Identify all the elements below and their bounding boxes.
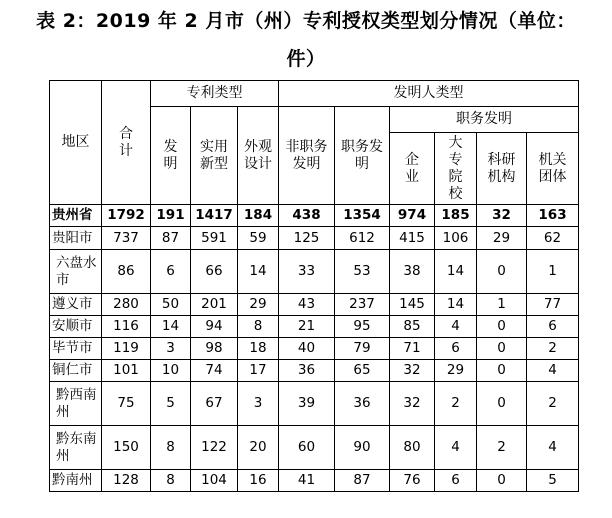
utility-cell: 122: [191, 426, 238, 470]
enterprise-cell: 32: [390, 360, 435, 382]
invention-cell: 14: [151, 316, 191, 338]
service-cell: 1354: [335, 205, 390, 227]
total-cell: 150: [102, 426, 151, 470]
non-service-cell: 40: [279, 338, 335, 360]
design-cell: 59: [238, 227, 279, 250]
research-cell: 1: [477, 294, 527, 316]
total-cell: 101: [102, 360, 151, 382]
region-cell: 贵阳市: [50, 227, 102, 250]
table-row: [50, 294, 579, 316]
invention-cell: 8: [151, 426, 191, 470]
design-cell: 8: [238, 316, 279, 338]
organization-cell: 6: [527, 316, 579, 338]
college-cell: 29: [435, 360, 477, 382]
header-total: 合计: [102, 81, 151, 205]
enterprise-cell: 76: [390, 470, 435, 492]
service-cell: 36: [335, 382, 390, 426]
region-cell: 铜仁市: [50, 360, 102, 382]
college-cell: 6: [435, 338, 477, 360]
total-cell: 75: [102, 382, 151, 426]
header-utility-model: 实用新型: [191, 107, 238, 205]
table-row: [50, 250, 579, 294]
header-inventor-type: 发明人类型: [279, 81, 579, 107]
header-research: 科研机构: [477, 133, 527, 205]
research-cell: 0: [477, 250, 527, 294]
organization-cell: 4: [527, 426, 579, 470]
college-cell: 14: [435, 294, 477, 316]
organization-cell: 1: [527, 250, 579, 294]
table-row: [50, 360, 579, 382]
non-service-cell: 43: [279, 294, 335, 316]
college-cell: 4: [435, 316, 477, 338]
table-row: [50, 426, 579, 470]
design-cell: 16: [238, 470, 279, 492]
table-title-continued: 件）: [286, 48, 326, 70]
region-cell: 黔南州: [50, 470, 102, 492]
header-invention: 发明: [151, 107, 191, 205]
region-cell: 安顺市: [50, 316, 102, 338]
college-cell: 2: [435, 382, 477, 426]
region-cell: 黔东南州: [50, 426, 102, 470]
service-cell: 90: [335, 426, 390, 470]
invention-cell: 50: [151, 294, 191, 316]
table-title: 表 2：2019 年 2 月市（州）专利授权类型划分情况（单位：: [36, 10, 576, 32]
total-cell: 119: [102, 338, 151, 360]
design-cell: 184: [238, 205, 279, 227]
service-cell: 65: [335, 360, 390, 382]
utility-cell: 104: [191, 470, 238, 492]
utility-cell: 66: [191, 250, 238, 294]
total-cell: 280: [102, 294, 151, 316]
service-cell: 612: [335, 227, 390, 250]
research-cell: 29: [477, 227, 527, 250]
design-cell: 14: [238, 250, 279, 294]
service-cell: 53: [335, 250, 390, 294]
non-service-cell: 39: [279, 382, 335, 426]
invention-cell: 3: [151, 338, 191, 360]
header-service-group: 职务发明: [390, 107, 579, 133]
header-non-service: 非职务发明: [279, 107, 335, 205]
table-row: [50, 470, 579, 492]
design-cell: 17: [238, 360, 279, 382]
research-cell: 0: [477, 470, 527, 492]
invention-cell: 191: [151, 205, 191, 227]
total-cell: 86: [102, 250, 151, 294]
service-cell: 95: [335, 316, 390, 338]
enterprise-cell: 145: [390, 294, 435, 316]
organization-cell: 163: [527, 205, 579, 227]
total-cell: 116: [102, 316, 151, 338]
header-service: 职务发明: [335, 107, 390, 205]
college-cell: 106: [435, 227, 477, 250]
table-row: [50, 227, 579, 250]
region-cell: 贵州省: [50, 205, 102, 227]
organization-cell: 4: [527, 360, 579, 382]
college-cell: 185: [435, 205, 477, 227]
invention-cell: 5: [151, 382, 191, 426]
non-service-cell: 438: [279, 205, 335, 227]
design-cell: 3: [238, 382, 279, 426]
enterprise-cell: 85: [390, 316, 435, 338]
region-cell: 遵义市: [50, 294, 102, 316]
organization-cell: 2: [527, 382, 579, 426]
non-service-cell: 125: [279, 227, 335, 250]
non-service-cell: 60: [279, 426, 335, 470]
organization-cell: 77: [527, 294, 579, 316]
patent-table: [49, 80, 579, 492]
total-cell: 737: [102, 227, 151, 250]
research-cell: 0: [477, 382, 527, 426]
research-cell: 0: [477, 360, 527, 382]
invention-cell: 10: [151, 360, 191, 382]
non-service-cell: 36: [279, 360, 335, 382]
research-cell: 0: [477, 316, 527, 338]
organization-cell: 62: [527, 227, 579, 250]
total-cell: 128: [102, 470, 151, 492]
header-enterprise: 企业: [390, 133, 435, 205]
header-region: 地区: [50, 81, 102, 205]
header-college: 大专院校: [435, 133, 477, 205]
utility-cell: 1417: [191, 205, 238, 227]
college-cell: 6: [435, 470, 477, 492]
service-cell: 79: [335, 338, 390, 360]
header-design: 外观设计: [238, 107, 279, 205]
utility-cell: 591: [191, 227, 238, 250]
enterprise-cell: 415: [390, 227, 435, 250]
design-cell: 20: [238, 426, 279, 470]
table-row: [50, 382, 579, 426]
service-cell: 87: [335, 470, 390, 492]
college-cell: 4: [435, 426, 477, 470]
header-patent-type: 专利类型: [151, 81, 279, 107]
utility-cell: 74: [191, 360, 238, 382]
service-cell: 237: [335, 294, 390, 316]
region-cell: 黔西南州: [50, 382, 102, 426]
college-cell: 14: [435, 250, 477, 294]
total-cell: 1792: [102, 205, 151, 227]
enterprise-cell: 71: [390, 338, 435, 360]
non-service-cell: 33: [279, 250, 335, 294]
non-service-cell: 41: [279, 470, 335, 492]
utility-cell: 98: [191, 338, 238, 360]
enterprise-cell: 80: [390, 426, 435, 470]
enterprise-cell: 974: [390, 205, 435, 227]
enterprise-cell: 38: [390, 250, 435, 294]
header-organization: 机关团体: [527, 133, 579, 205]
organization-cell: 5: [527, 470, 579, 492]
table-row: [50, 205, 579, 227]
table-row: [50, 316, 579, 338]
research-cell: 2: [477, 426, 527, 470]
table-row: [50, 338, 579, 360]
utility-cell: 94: [191, 316, 238, 338]
region-cell: 六盘水市: [50, 250, 102, 294]
design-cell: 18: [238, 338, 279, 360]
non-service-cell: 21: [279, 316, 335, 338]
utility-cell: 67: [191, 382, 238, 426]
enterprise-cell: 32: [390, 382, 435, 426]
design-cell: 29: [238, 294, 279, 316]
research-cell: 32: [477, 205, 527, 227]
region-cell: 毕节市: [50, 338, 102, 360]
organization-cell: 2: [527, 338, 579, 360]
utility-cell: 201: [191, 294, 238, 316]
invention-cell: 8: [151, 470, 191, 492]
research-cell: 0: [477, 338, 527, 360]
invention-cell: 87: [151, 227, 191, 250]
invention-cell: 6: [151, 250, 191, 294]
